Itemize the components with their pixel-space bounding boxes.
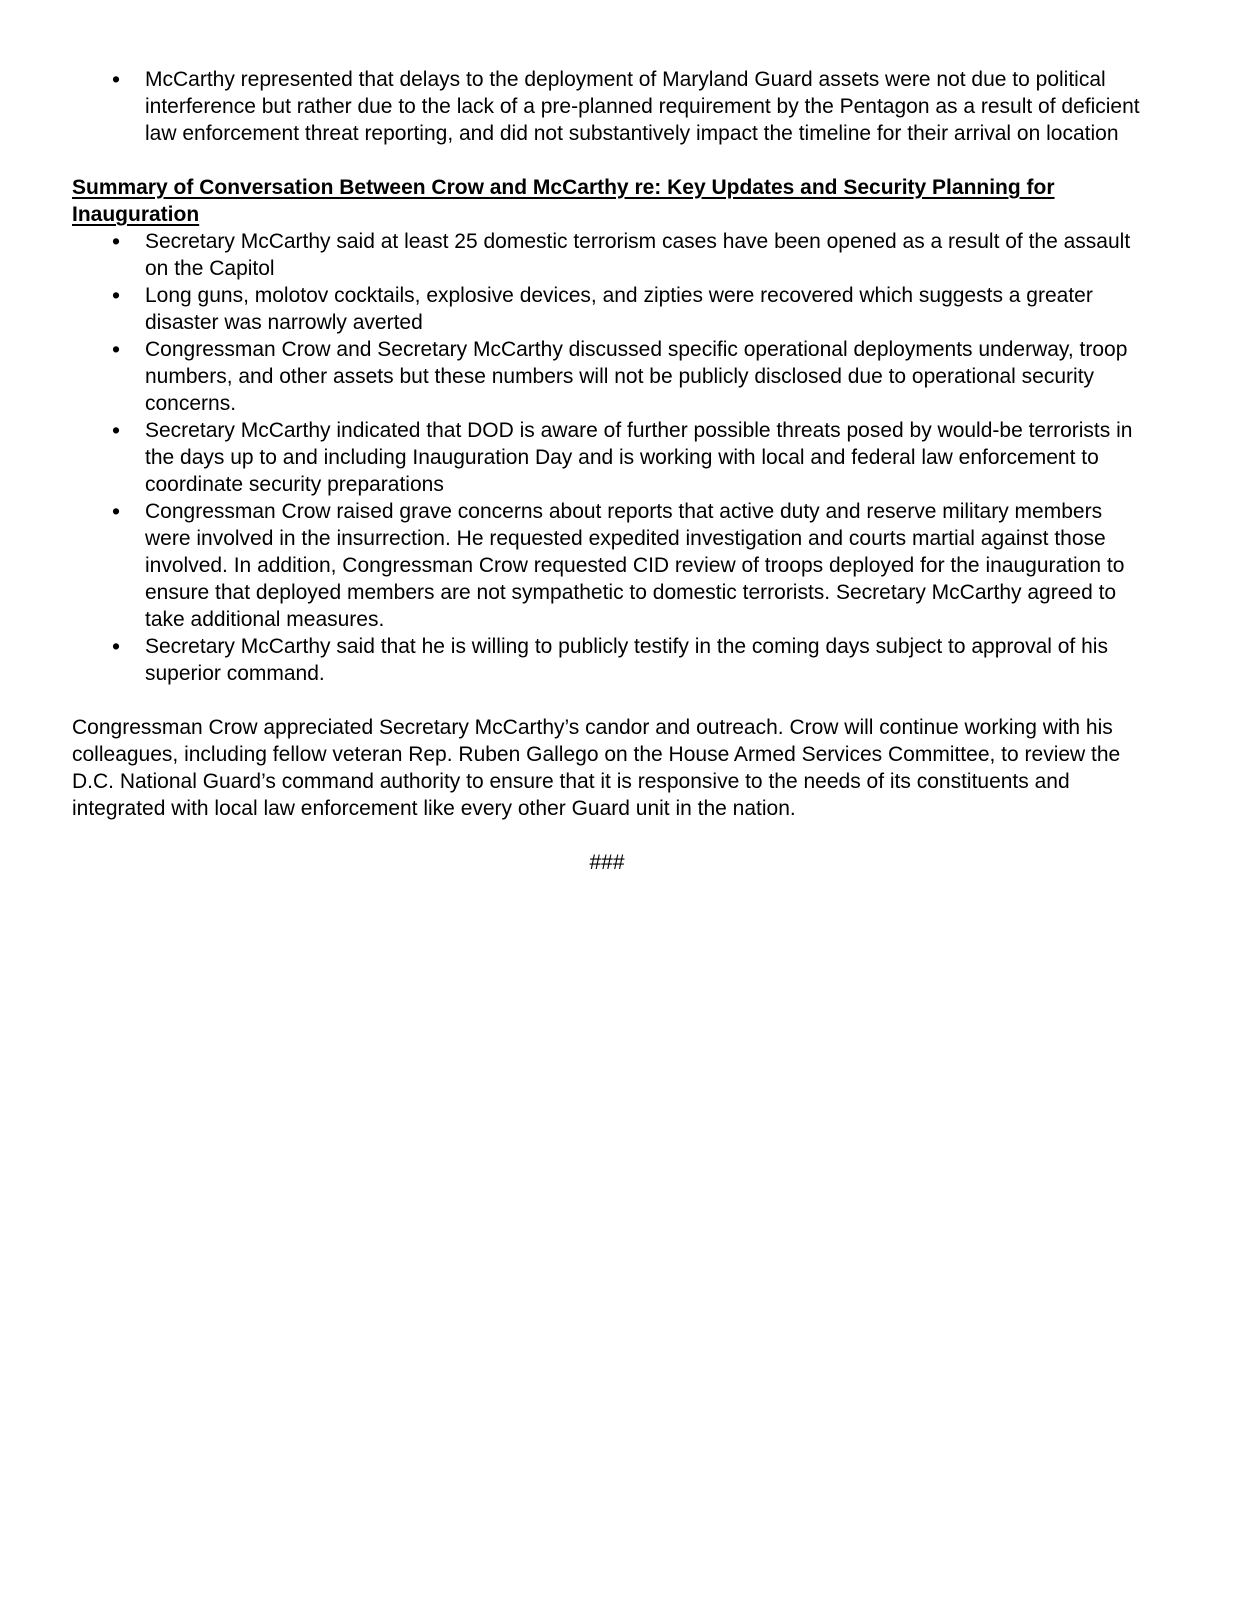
end-mark: ### [589, 851, 625, 874]
intro-bullet-list [72, 66, 1142, 147]
closing-paragraph: Congressman Crow appreciated Secretary McCarthy’s candor and outreach. Crow will continue working with his colleagues, including fellow veteran Rep. Ruben Gallego on the House Armed Services Committee, to review the D.C. National Guard’s command authority to ensure that it is responsive to the needs of its constituents and integrated with local law enforcement like every other Guard unit in the nation. [72, 716, 1121, 820]
list-item: • Secretary McCarthy said at least 25 domestic terrorism cases have been opened as a result of the assault on the Capitol [72, 228, 1142, 282]
list-item: • Congressman Crow and Secretary McCarthy discussed specific operational deployments underway, troop numbers, and other assets but these numbers will not be publicly disclosed due to operational security concerns. [72, 336, 1142, 417]
section-heading: Summary of Conversation Between Crow and McCarthy re: Key Updates and Security Planning for Inauguration [72, 176, 1055, 226]
list-item: • Long guns, molotov cocktails, explosive devices, and zipties were recovered which suggests a greater disaster was narrowly averted [72, 282, 1142, 336]
list-item: • Secretary McCarthy said that he is willing to publicly testify in the coming days subject to approval of his superior command. [72, 633, 1142, 687]
summary-bullet-list [72, 228, 1142, 687]
list-item: • Secretary McCarthy indicated that DOD is aware of further possible threats posed by would-be terrorists in the days up to and including Inauguration Day and is working with local and federal law enforcement to coordinate security preparations [72, 417, 1142, 498]
list-item: • McCarthy represented that delays to the deployment of Maryland Guard assets were not due to political interference but rather due to the lack of a pre-planned requirement by the Pentagon as a result of deficient law enforcement threat reporting, and did not substantively impact the timeline for their arrival on location [72, 66, 1142, 147]
list-item: • Congressman Crow raised grave concerns about reports that active duty and reserve military members were involved in the insurrection. He requested expedited investigation and courts martial against those involved. In addition, Congressman Crow requested CID review of troops deployed for the inauguration to ensure that deployed members are not sympathetic to domestic terrorists. Secretary McCarthy agreed to take additional measures. [72, 498, 1142, 633]
